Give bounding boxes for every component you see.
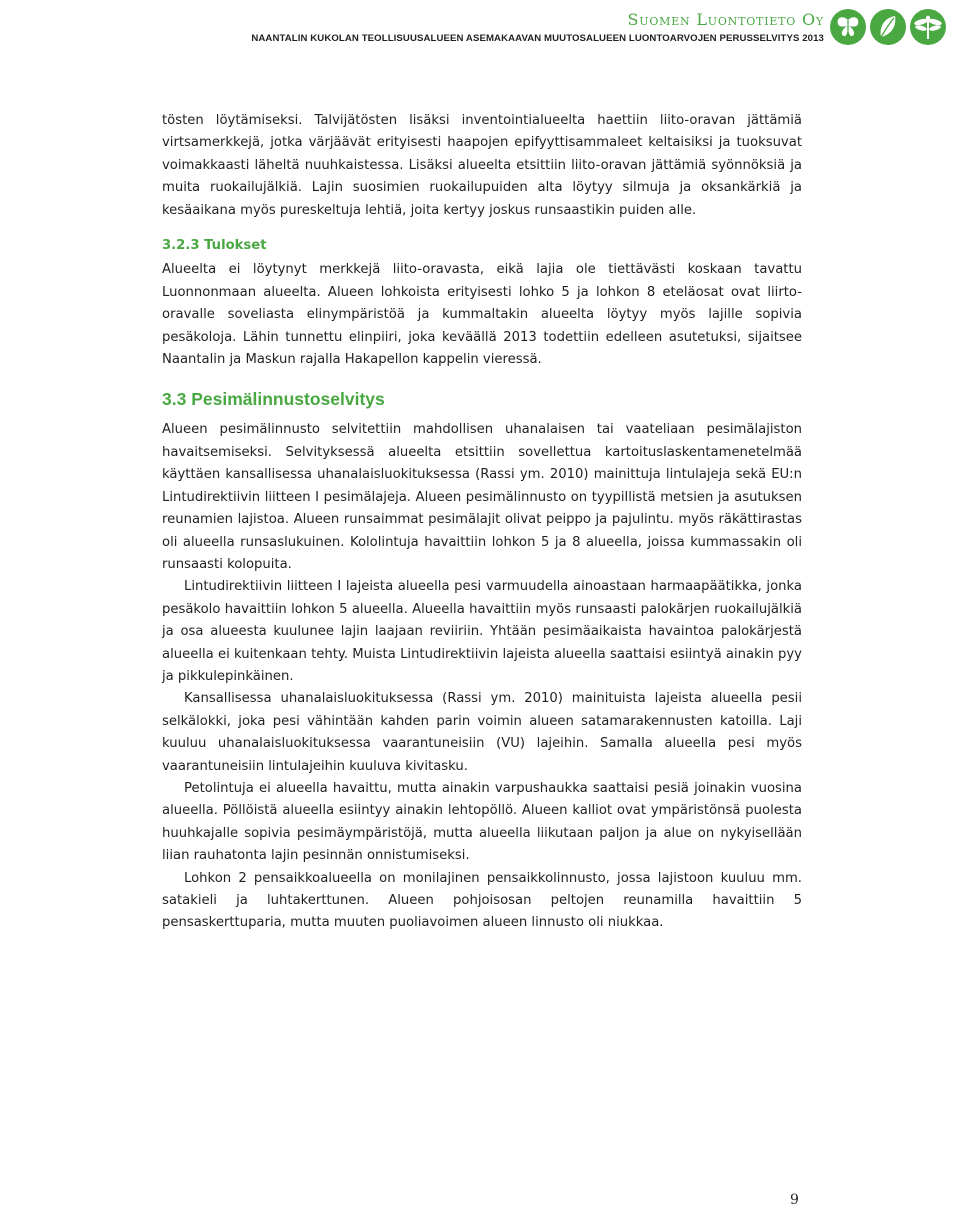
page-number: 9 [790,1192,799,1208]
butterfly-icon [830,9,866,45]
report-title: NAANTALIN KUKOLAN TEOLLISUUSALUEEN ASEMAKAAVAN MUUTOSALUEEN LUONTOARVOJEN PERUSSELVITYS 2013 [251,33,824,44]
paragraph: Alueelta ei löytynyt merkkejä liito-oravasta, eikä lajia ole tiettävästi koskaan tavattu Luonnonmaan alueelta. Alueen lohkoista erityisesti lohko 5 ja lohkon 8 eteläosat ovat liirto-oravalle soveliasta elinympäristöä ja kummaltakin alueelta löytyy myös lajille sopivia pesäkoloja. Lähin tunnettu elinpiiri, joka keväällä 2013 todettiin edelleen asutetuksi, sijaitsee Naantalin ja Maskun rajalla Hakapellon kappelin vieressä. [162,262,802,368]
paragraph: Alueen pesimälinnusto selvitettiin mahdollisen uhanalaisen tai vaateliaan pesimälajiston havaitsemiseksi. Selvityksessä alueelta etsittiin sovellettua kartoituslaskentamenetelmää käyttäen kansallisessa uhanalaisluokituksessa (Rassi ym. 2010) mainittuja lintulajeja sekä EU:n Lintudirektiivin liitteen I pesimälajeja. Alueen pesimälinnusto on tyypillistä metsien ja asutuksen reunamien lajistoa. Alueen runsaimmat pesimälajit olivat peippo ja pajulintu. myös räkättirastas oli alueella runsaslukuinen. Kololintuja havaittiin lohkon 5 ja 8 alueella, joissa kummassakin oli runsaasti kolopuita. [162,422,802,572]
paragraph: Lohkon 2 pensaikkoalueella on monilajinen pensaikkolinnusto, jossa lajistoon kuuluu mm. satakieli ja luhtakerttunen. Alueen pohjoisosan peltojen reunamilla havaittiin 5 pensaskerttuparia, mutta muuten puoliavoimen alueen linnusto oli niukkaa. [162,870,802,931]
page-header [0,0,960,60]
section-heading: 3.3 Pesimälinnustoselvitys [162,389,385,410]
logo-group [830,9,946,45]
body-text [162,110,802,935]
paragraph: Kansallisessa uhanalaisluokituksessa (Rassi ym. 2010) mainituista lajeista alueella pesii selkälokki, joka pesi vähintään kahden parin voimin alueen satamarakennusten katoilla. Laji kuuluu uhanalaisluokituksessa vaarantuneisiin (VU) lajeihin. Samalla alueella pesi myös vaarantuneisiin lintulajeihin kuuluva kivitasku. [162,691,802,774]
paragraph: Lintudirektiivin liitteen I lajeista alueella pesi varmuudella ainoastaan harmaapäätikka, jonka pesäkolo havaittiin lohkon 5 alueella. Alueella havaittiin myös runsaasti palokärjen ruokailujälkiä ja osa alueesta kuulunee lajin laajaan reviiriin. Yhtään pesimäaikaista havaintoa palokärjestä alueella ei kuitenkaan tehty. Muista Lintudirektiivin lajeista alueella saattaisi esiintyä ainakin pyy ja pikkulepinkäinen. [162,579,802,684]
subsection-heading: 3.2.3 Tulokset [162,238,267,254]
leaf-icon [870,9,906,45]
dragonfly-icon [910,9,946,45]
company-name: Suomen Luontotieto Oy [627,10,824,29]
paragraph: Petolintuja ei alueella havaittu, mutta ainakin varpushaukka saattaisi pesiä joinakin vuosina alueella. Pöllöistä alueella esiintyy ainakin lehtopöllö. Alueen kalliot ovat ympäristönsä puolesta huuhkajalle sopivia pesimäympäristöjä, mutta alueella liikutaan paljon ja alue on nykyisellään liian rauhatonta lajin pesinnän onnistumiseksi. [162,780,802,864]
paragraph: tösten löytämiseksi. Talvijätösten lisäksi inventointialueelta haettiin liito-oravan jättämiä virtsamerkkejä, jotka värjäävät erityisesti haapojen epifyyttisammaleet keltaisiksi ja tuoksuvat voimakkaasti läheltä nuuhkaistessa. Lisäksi alueelta etsittiin liito-oravan jättämiä syönnöksiä ja muita ruokailujälkiä. Lajin suosimien ruokailupuiden alta löytyy silmuja ja oksankärkiä ja kesäaikana myös pureskeltuja lehtiä, joita kertyy joskus runsaastikin puiden alle. [162,113,802,218]
